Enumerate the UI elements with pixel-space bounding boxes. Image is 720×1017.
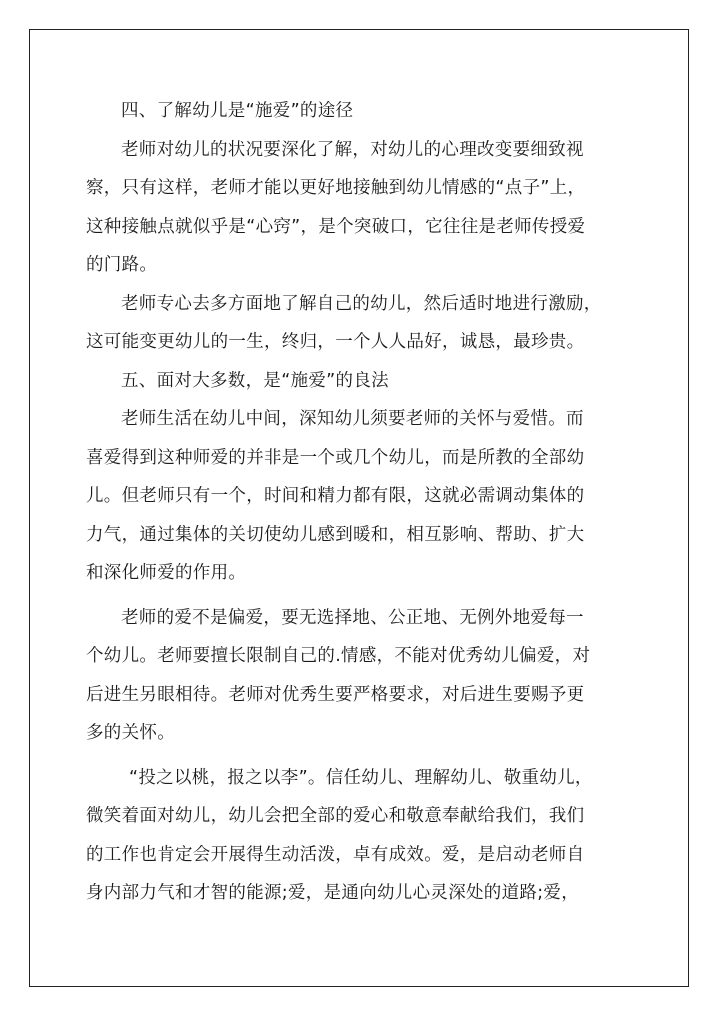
paragraph-line: 喜爱得到这种师爱的并非是一个或几个幼儿，而是所教的全部幼 <box>86 447 585 468</box>
paragraph-line: “投之以桃，报之以李”。信任幼儿、理解幼儿、敬重幼儿， <box>129 767 593 788</box>
section-heading-5: 五、面对大多数，是“施爱”的良法 <box>121 370 389 391</box>
paragraph-line: 老师专心去多方面地了解自己的幼儿，然后适时地进行激励， <box>121 293 602 314</box>
paragraph-line: 力气，通过集体的关切使幼儿感到暖和，相互影响、帮助、扩大 <box>86 524 585 545</box>
paragraph-line: 多的关怀。 <box>86 723 175 743</box>
paragraph-line: 后进生另眼相待。老师对优秀生要严格要求，对后进生要赐予更 <box>86 684 585 705</box>
paragraph-line: 的门路。 <box>86 255 158 275</box>
paragraph-line: 的工作也肯定会开展得生动活泼，卓有成效。爱，是启动老师自 <box>86 844 585 865</box>
paragraph-line: 老师对幼儿的状况要深化了解，对幼儿的心理改变要细致视 <box>121 139 584 160</box>
paragraph-line: 老师的爱不是偏爱，要无选择地、公正地、无例外地爱每一 <box>121 607 584 628</box>
paragraph-line: 察，只有这样，老师才能以更好地接触到幼儿情感的“点子”上， <box>86 178 586 198</box>
paragraph-line: 儿。但老师只有一个，时间和精力都有限，这就必需调动集体的 <box>86 486 585 506</box>
paragraph-line: 老师生活在幼儿中间，深知幼儿须要老师的关怀与爱惜。而 <box>121 409 584 429</box>
paragraph-line: 微笑着面对幼儿，幼儿会把全部的爱心和敬意奉献给我们，我们 <box>86 806 585 826</box>
paragraph-line: 这可能变更幼儿的一生，终归，一个人人品好，诚恳，最珍贵。 <box>86 332 585 352</box>
paragraph-line: 和深化师爱的作用。 <box>86 563 247 583</box>
paragraph-line: 身内部力气和才智的能源;爱，是通向幼儿心灵深处的道路;爱， <box>86 883 579 903</box>
document-body <box>86 92 690 913</box>
paragraph-line: 这种接触点就似乎是“心窍”，是个突破口，它往往是老师传授爱 <box>86 216 586 237</box>
section-heading-4: 四、了解幼儿是“施爱”的途径 <box>121 101 354 121</box>
paragraph-line: 个幼儿。老师要擅长限制自己的.情感，不能对优秀幼儿偏爱，对 <box>86 646 591 666</box>
